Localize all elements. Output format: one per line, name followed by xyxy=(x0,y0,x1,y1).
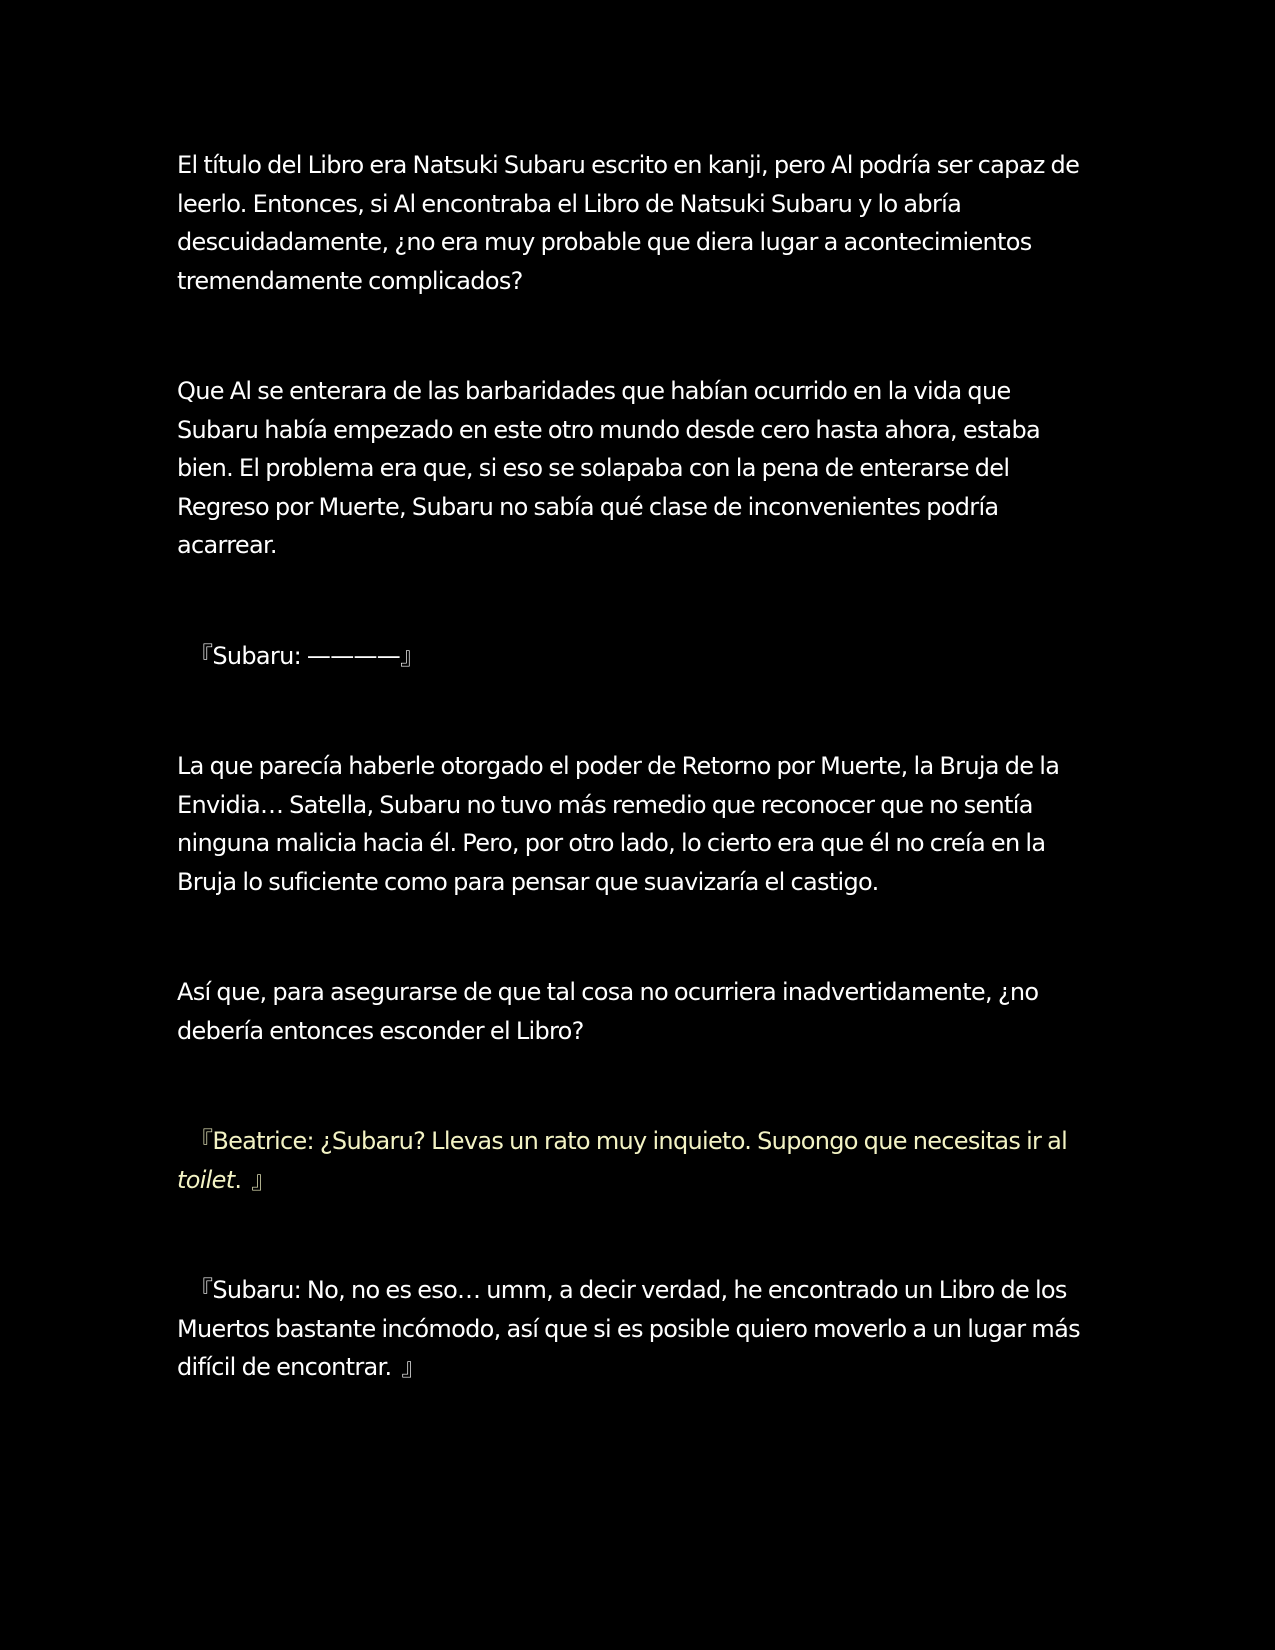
dialogue-open-bracket: 『 xyxy=(189,1276,213,1304)
dialogue-text: Subaru: No, no es eso… umm, a decir verdad, he encontrado un Libro de los Muertos bastante incómodo, así que si es posible quiero moverlo a un lugar más difícil de encontrar. xyxy=(177,1276,1080,1381)
dialogue-close-bracket: 』 xyxy=(251,1165,275,1194)
paragraph-5: Así que, para asegurarse de que tal cosa no ocurriera inadvertidamente, ¿no debería entonces esconder el Libro? xyxy=(177,978,1039,1045)
paragraph-1: El título del Libro era Natsuki Subaru escrito en kanji, pero Al podría ser capaz de leerlo. Entonces, si Al encontraba el Libro de Natsuki Subaru y lo abría descuidadamente, ¿no era muy probable que diera lugar a acontecimientos tremendamente complicados? xyxy=(177,151,1080,295)
dialogue-close-bracket: 』 xyxy=(400,641,424,670)
paragraph-4: La que parecía haberle otorgado el poder de Retorno por Muerte, la Bruja de la Envidia… Satella, Subaru no tuvo más remedio que reconocer que no sentía ninguna malicia hacia él. Pero, por otro lado, lo cierto era que él no creía en la Bruja lo suficiente como para pensar que suavizaría el castigo. xyxy=(177,752,1060,896)
dialogue-open-bracket: 『 xyxy=(189,641,213,670)
dialogue-subaru-2 xyxy=(177,1271,1097,1387)
dialogue-text: Subaru: ———— xyxy=(212,641,401,670)
dialogue-subaru-1 xyxy=(177,637,1097,676)
dialogue-open-bracket: 『 xyxy=(189,1127,213,1155)
paragraph-2: Que Al se enterara de las barbaridades que habían ocurrido en la vida que Subaru había empezado en este otro mundo desde cero hasta ahora, estaba bien. El problema era que, si eso se solapaba con la pena de enterarse del Regreso por Muerte, Subaru no sabía qué clase de inconvenientes podría acarrear. xyxy=(177,377,1040,559)
document-page xyxy=(177,146,1097,1387)
dialogue-text-after: . xyxy=(234,1165,242,1194)
dialogue-italic-word: toilet xyxy=(177,1165,235,1194)
dialogue-text-before: Beatrice: ¿Subaru? Llevas un rato muy inquieto. Supongo que necesitas ir al xyxy=(212,1127,1068,1155)
dialogue-beatrice xyxy=(177,1122,1097,1199)
dialogue-close-bracket: 』 xyxy=(401,1353,425,1381)
